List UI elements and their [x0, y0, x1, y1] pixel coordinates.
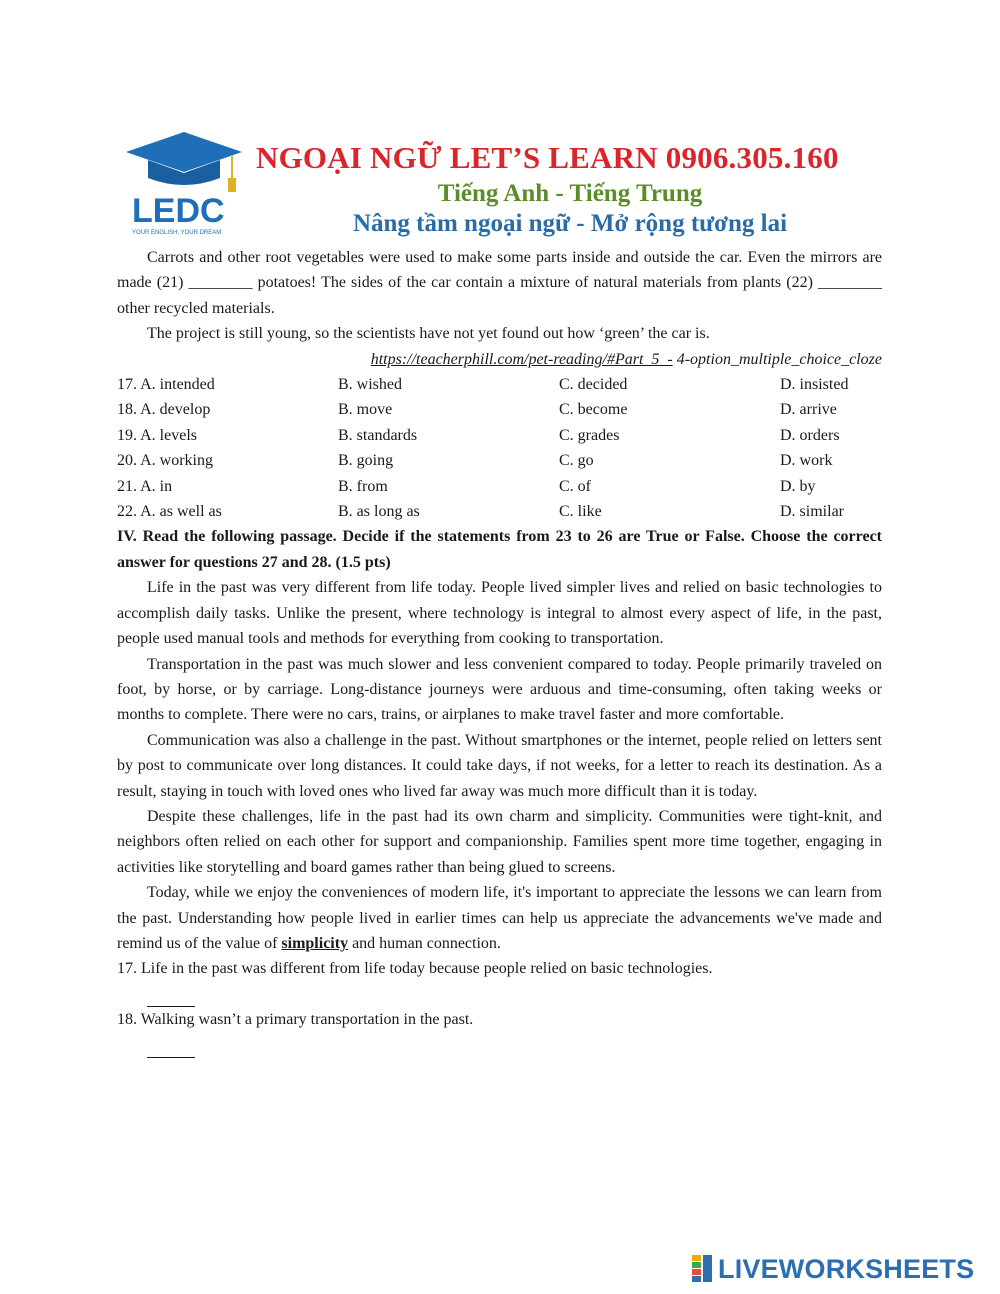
liveworksheets-logo-icon — [692, 1255, 714, 1283]
source-suffix: 4-option_multiple_choice_cloze — [672, 350, 882, 368]
answer-blank[interactable] — [147, 982, 195, 1007]
option-item: B. going — [338, 452, 394, 470]
option-item: 21. A. in — [117, 477, 173, 495]
option-item: D. similar — [780, 503, 844, 521]
option-item: D. insisted — [780, 376, 849, 394]
source-link[interactable]: https://teacherphill.com/pet-reading/#Part_5_- — [370, 350, 673, 368]
option-item: 19. A. levels — [117, 426, 197, 444]
option-item: C. go — [559, 452, 594, 470]
svg-text:LEDC: LEDC — [132, 192, 225, 230]
option-item: B. from — [338, 477, 388, 495]
highlighted-word: simplicity — [281, 934, 349, 952]
passage-paragraph: Carrots and other root vegetables were used to make some parts inside and outside the car. Even the mirrors are made (21) ________ potatoes! The sides of the car contain a mixture of natural materials from plants (22) ________ other recycled materials. — [117, 249, 882, 317]
answer-blank[interactable] — [147, 1033, 195, 1058]
option-item: C. grades — [559, 426, 620, 444]
source-citation — [117, 347, 882, 372]
passage-paragraph: Transportation in the past was much slower and less convenient compared to today. People primarily traveled on foot, by horse, or by carriage. Long-distance journeys were arduous and time-consuming, often taking weeks or months to complete. There were no cars, trains, or airplanes to make travel faster and more comfortable. — [117, 655, 882, 724]
header-subtitle-slogan: Nâng tầm ngoại ngữ - Mở rộng tương lai — [352, 210, 788, 237]
option-item: D. by — [780, 477, 816, 495]
option-item: D. work — [780, 452, 833, 470]
liveworksheets-brand: LIVEWORKSHEETS — [718, 1253, 975, 1284]
option-item: B. wished — [338, 376, 402, 394]
passage-paragraph-last — [117, 880, 882, 956]
option-item: B. move — [338, 401, 393, 419]
page-header — [0, 0, 1000, 240]
statement-text: 18. Walking wasn’t a primary transportation in the past. — [117, 1011, 474, 1029]
option-item: 18. A. develop — [117, 401, 211, 419]
option-item: C. like — [559, 503, 602, 521]
passage-paragraph: Communication was also a challenge in the past. Without smartphones or the internet, people relied on letters sent by post to communicate over long distances. It could take days, if not weeks, for a letter to reach its destination. As a result, staying in touch with loved ones who lived far away was much more difficult than it is today. — [117, 731, 882, 800]
option-item: C. of — [559, 477, 591, 495]
header-subtitle-languages: Tiếng Anh - Tiếng Trung — [437, 180, 703, 207]
worksheet-content — [117, 245, 882, 1058]
liveworksheets-footer — [692, 1252, 992, 1286]
option-item: C. become — [559, 401, 628, 419]
header-title: NGOẠI NGỮ LET’S LEARN 0906.305.160 — [256, 140, 839, 175]
option-item: D. arrive — [780, 401, 837, 419]
text-run: Today, while we enjoy the conveniences of modern life, it's important to appreciate the lessons we can learn from the past. Understanding how people lived in earlier times can help us appreciate the advancements we've made and remind us of the value of — [117, 884, 882, 952]
text-run: and human connection. — [348, 934, 501, 952]
option-item: 20. A. working — [117, 452, 213, 470]
passage-paragraph: The project is still young, so the scientists have not yet found out how ‘green’ the car is. — [147, 325, 710, 343]
statement-text: 17. Life in the past was different from life today because people relied on basic technologies. — [117, 960, 713, 978]
options-table — [117, 372, 882, 524]
passage-paragraph: Despite these challenges, life in the past had its own charm and simplicity. Communities were tight-knit, and neighbors often relied on each other for support and companionship. Families spent more time together, engaging in activities like storytelling and board games rather than being glued to screens. — [117, 807, 882, 876]
section-heading: IV. Read the following passage. Decide if the statements from 23 to 26 are True or False. Choose the correct answer for questions 27 and 28. (1.5 pts) — [117, 528, 882, 571]
option-item: B. standards — [338, 426, 418, 444]
option-item: D. orders — [780, 426, 840, 444]
option-item: B. as long as — [338, 503, 420, 521]
option-item: 22. A. as well as — [117, 503, 222, 521]
ledc-logo — [122, 130, 244, 238]
option-item: C. decided — [559, 376, 628, 394]
option-item: 17. A. intended — [117, 376, 215, 394]
svg-text:YOUR ENGLISH, YOUR DREAM: YOUR ENGLISH, YOUR DREAM — [132, 230, 222, 236]
passage-paragraph: Life in the past was very different from life today. People lived simpler lives and relied on basic technologies to accomplish daily tasks. Unlike the present, where technology is integral to almost every aspect of life, in the past, people used manual tools and methods for everything from cooking to transportation. — [117, 579, 882, 648]
